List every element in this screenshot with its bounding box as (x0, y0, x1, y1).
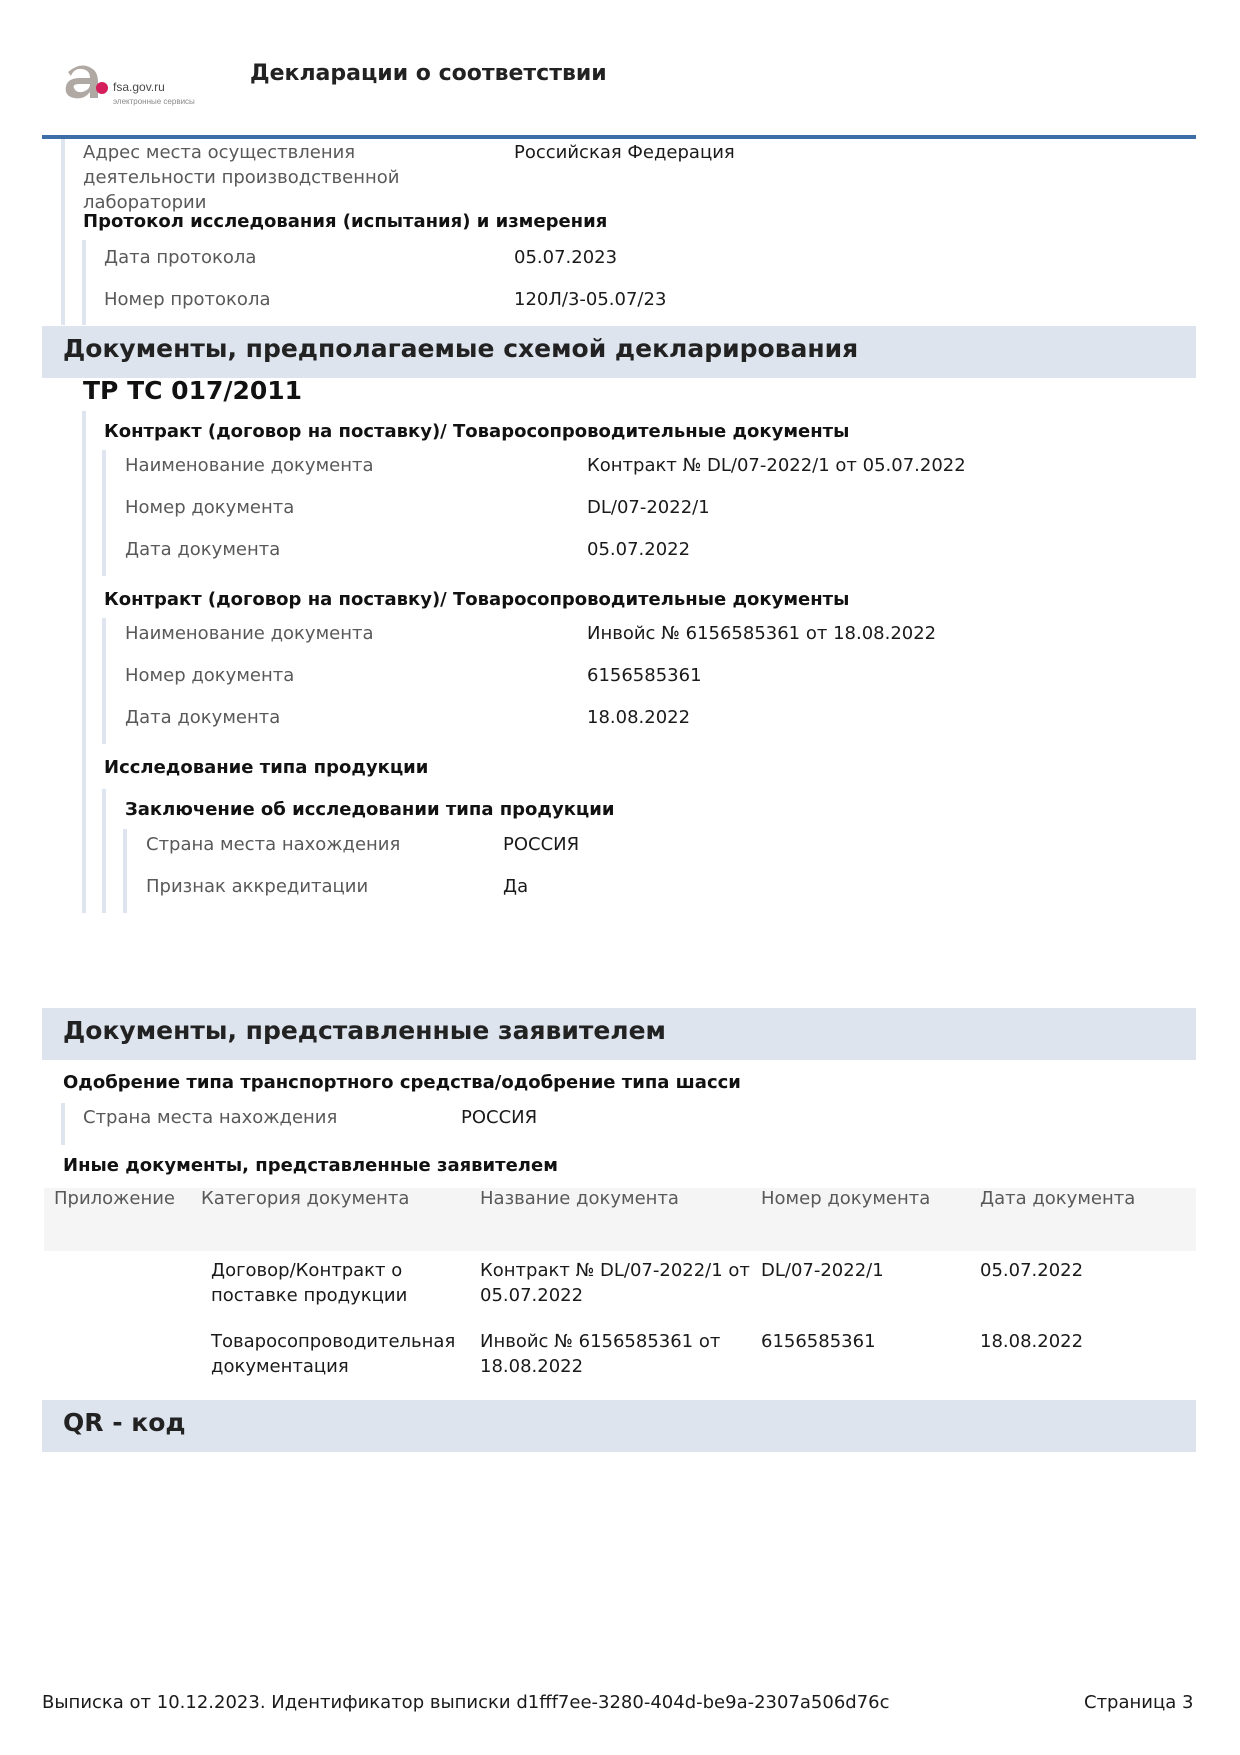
protocol-number-label: Номер протокола (104, 289, 271, 310)
approval-country-label: Страна места нахождения (83, 1107, 338, 1128)
footer-extract: Выписка от 10.12.2023. Идентификатор выписки d1fff7ee-3280-404d-be9a-2307a506d76c (42, 1692, 890, 1713)
logo-site-text: fsa.gov.ru (113, 80, 165, 94)
cell-name (480, 1258, 750, 1308)
scheme-docs-border (82, 411, 86, 913)
doc2-number-label: Номер документа (125, 665, 295, 686)
approval-border (61, 1103, 65, 1145)
protocol-date-value: 05.07.2023 (514, 247, 618, 268)
col-header-category: Категория документа (201, 1188, 410, 1209)
doc2-title: Контракт (договор на поставку)/ Товаросопроводительные документы (104, 589, 850, 610)
type-study-border (102, 789, 106, 913)
fsa-logo-icon (60, 58, 104, 102)
approval-country-value: РОССИЯ (461, 1107, 538, 1128)
accreditation-value: Да (503, 876, 529, 897)
table-row (44, 1258, 1196, 1324)
cell-name-line1: Контракт № DL/07-2022/1 от (480, 1260, 750, 1281)
col-header-date: Дата документа (980, 1188, 1136, 1209)
doc1-title: Контракт (договор на поставку)/ Товаросопроводительные документы (104, 421, 850, 442)
cell-number: DL/07-2022/1 (761, 1260, 884, 1281)
doc1-name-value: Контракт № DL/07-2022/1 от 05.07.2022 (587, 455, 966, 476)
section-title-applicant-docs: Документы, представленные заявителем (63, 1016, 666, 1045)
cell-date: 05.07.2022 (980, 1260, 1084, 1281)
cell-number: 6156585361 (761, 1331, 876, 1352)
doc1-number-value: DL/07-2022/1 (587, 497, 710, 518)
doc1-date-label: Дата документа (125, 539, 281, 560)
conclusion-border (123, 829, 127, 913)
footer-page-number: Страница 3 (1084, 1692, 1194, 1713)
cell-name-line2: 05.07.2022 (480, 1285, 584, 1306)
address-label: Адрес места осуществления деятельности производственной лаборатории (83, 142, 400, 213)
protocol-number-value: 120Л/3-05.07/23 (514, 289, 667, 310)
cell-category-line1: Договор/Контракт о (211, 1260, 403, 1281)
col-header-number: Номер документа (761, 1188, 931, 1209)
header-divider (42, 135, 1196, 139)
type-study-conclusion-title: Заключение об исследовании типа продукции (125, 799, 615, 820)
cell-category-line1: Товаросопроводительная (211, 1331, 456, 1352)
logo-dot-icon (96, 82, 108, 94)
doc1-name-label: Наименование документа (125, 455, 374, 476)
address-value: Российская Федерация (514, 142, 735, 163)
doc1-border (102, 450, 106, 576)
cell-category-line2: документация (211, 1356, 349, 1377)
doc2-name-value: Инвойс № 6156585361 от 18.08.2022 (587, 623, 937, 644)
doc1-number-label: Номер документа (125, 497, 295, 518)
cell-name (480, 1329, 750, 1379)
cell-category-line2: поставке продукции (211, 1285, 408, 1306)
approval-title: Одобрение типа транспортного средства/одобрение типа шасси (63, 1072, 741, 1093)
protocol-border (82, 240, 86, 325)
page-title: Декларации о соответствии (250, 61, 607, 86)
type-study-country-label: Страна места нахождения (146, 834, 401, 855)
cell-category (211, 1258, 471, 1308)
logo-subtitle: электронные сервисы (113, 97, 195, 106)
doc2-number-value: 6156585361 (587, 665, 702, 686)
doc2-border (102, 618, 106, 744)
col-header-attachment: Приложение (54, 1188, 176, 1209)
doc2-date-value: 18.08.2022 (587, 707, 691, 728)
doc1-date-value: 05.07.2022 (587, 539, 691, 560)
section-title-qr: QR - код (63, 1408, 186, 1437)
cell-name-line2: 18.08.2022 (480, 1356, 584, 1377)
cell-date: 18.08.2022 (980, 1331, 1084, 1352)
doc2-name-label: Наименование документа (125, 623, 374, 644)
protocol-title: Протокол исследования (испытания) и измерения (83, 211, 608, 232)
type-study-title: Исследование типа продукции (104, 757, 429, 778)
regulation-title: ТР ТС 017/2011 (83, 376, 303, 405)
lab-border (61, 139, 65, 325)
header (0, 0, 1240, 140)
protocol-date-label: Дата протокола (104, 247, 257, 268)
cell-category (211, 1329, 471, 1379)
table-row (44, 1329, 1196, 1395)
col-header-name: Название документа (480, 1188, 679, 1209)
cell-name-line1: Инвойс № 6156585361 от (480, 1331, 721, 1352)
section-title-scheme-docs: Документы, предполагаемые схемой декларирования (63, 334, 859, 363)
section-bar-qr (42, 1400, 1196, 1452)
section-bar-applicant-docs (42, 1008, 1196, 1060)
type-study-country-value: РОССИЯ (503, 834, 580, 855)
doc2-date-label: Дата документа (125, 707, 281, 728)
section-bar-scheme-docs (42, 326, 1196, 378)
other-docs-title: Иные документы, представленные заявителем (63, 1155, 558, 1176)
accreditation-label: Признак аккредитации (146, 876, 369, 897)
